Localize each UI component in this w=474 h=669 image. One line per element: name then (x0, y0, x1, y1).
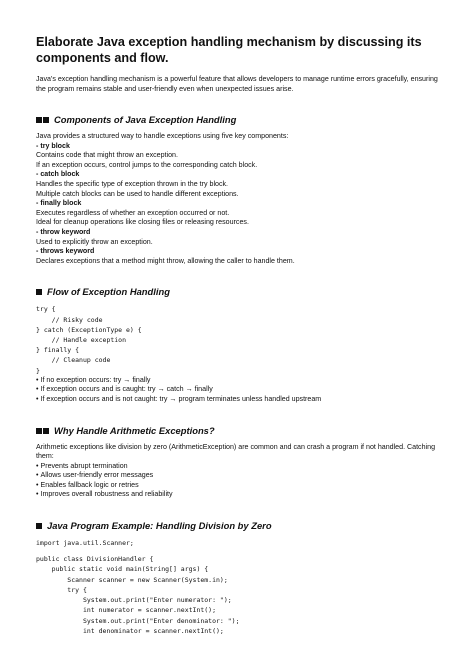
code-line: } finally { (36, 346, 80, 355)
desc-line: Multiple catch blocks can be used to handle different exceptions. (36, 189, 239, 198)
desc-line: Handles the specific type of exception thrown in the try block. (36, 179, 229, 188)
desc-line: Contains code that might throw an exception. (36, 151, 178, 160)
flow-heading-text: Flow of Exception Handling (47, 286, 170, 298)
code-line: System.out.print("Enter numerator: "); (36, 596, 232, 605)
intro-paragraph: Java's exception handling mechanism is a powerful feature that allows developers to manage runtime errors gracefully, ensuring the program remains stable and user-friendly even when unexpected issues arise. (36, 75, 438, 93)
program-heading (36, 520, 438, 532)
components-heading (36, 114, 438, 126)
components-heading-text: Components of Java Exception Handling (54, 114, 237, 125)
keyword-try: - try block (36, 141, 70, 150)
code-line: } catch (ExceptionType e) { (36, 325, 142, 334)
components-section (36, 114, 438, 266)
desc-line: Ideal for cleanup operations like closing files or releasing resources. (36, 218, 249, 227)
flow-heading (36, 286, 438, 298)
desc-line: Executes regardless of whether an exception occurred or not. (36, 208, 230, 217)
list-item: • If exception occurs and is not caught: try → program terminates unless handled upstream (36, 395, 438, 405)
keyword-catch: - catch block (36, 170, 80, 179)
desc-line: If an exception occurs, control jumps to the corresponding catch block. (36, 160, 258, 169)
list-item: • Enables fallback logic or retries (36, 481, 438, 491)
flow-bullet-list (36, 376, 438, 405)
list-item: • If exception occurs and is caught: try → catch → finally (36, 385, 438, 395)
arithmetic-heading (36, 425, 438, 437)
code-line: System.out.print("Enter denominator: "); (36, 616, 240, 625)
document-title: Elaborate Java exception handling mechanism by discussing its components and flow. (36, 35, 422, 65)
list-item: • Prevents abrupt termination (36, 462, 438, 472)
flow-section (36, 286, 438, 404)
keyword-finally: - finally block (36, 199, 82, 208)
code-line: // Cleanup code (36, 356, 111, 365)
arithmetic-bullet-list (36, 462, 438, 500)
code-line: // Risky code (36, 315, 103, 324)
keyword-throws: - throws keyword (36, 247, 95, 256)
square-icon (36, 289, 43, 295)
code-line: try { (36, 305, 56, 314)
list-item: • Improves overall robustness and reliability (36, 490, 438, 500)
code-line: try { (36, 585, 87, 594)
double-square-icon (36, 117, 50, 123)
arithmetic-heading-text: Why Handle Arithmetic Exceptions? (54, 424, 215, 436)
square-icon (36, 523, 43, 529)
list-item: • Allows user-friendly error messages (36, 471, 438, 481)
list-item: • If no exception occurs: try → finally (36, 376, 438, 386)
code-line: int numerator = scanner.nextInt(); (36, 606, 217, 615)
code-line: int denominator = scanner.nextInt(); (36, 626, 224, 635)
program-section (36, 520, 438, 636)
code-line: public static void main(String[] args) { (36, 565, 209, 574)
desc-line: Used to explicitly throw an exception. (36, 237, 153, 246)
arithmetic-section (36, 425, 438, 501)
components-lead: Java provides a structured way to handle exceptions using five key components: (36, 132, 289, 140)
program-heading-text: Java Program Example: Handling Division by Zero (47, 520, 272, 532)
keyword-throw: - throw keyword (36, 227, 91, 236)
double-square-icon (36, 428, 50, 434)
code-line: public class DivisionHandler { (36, 555, 154, 564)
code-line: } (36, 366, 40, 375)
code-line: import java.util.Scanner; (36, 539, 134, 548)
code-line: // Handle exception (36, 335, 127, 344)
code-line: Scanner scanner = new Scanner(System.in); (36, 575, 228, 584)
desc-line: Declares exceptions that a method might throw, allowing the caller to handle them. (36, 256, 295, 265)
arithmetic-paragraph: Arithmetic exceptions like division by zero (ArithmeticException) are common and can crash a program if not handled. Catching them: (36, 442, 436, 461)
